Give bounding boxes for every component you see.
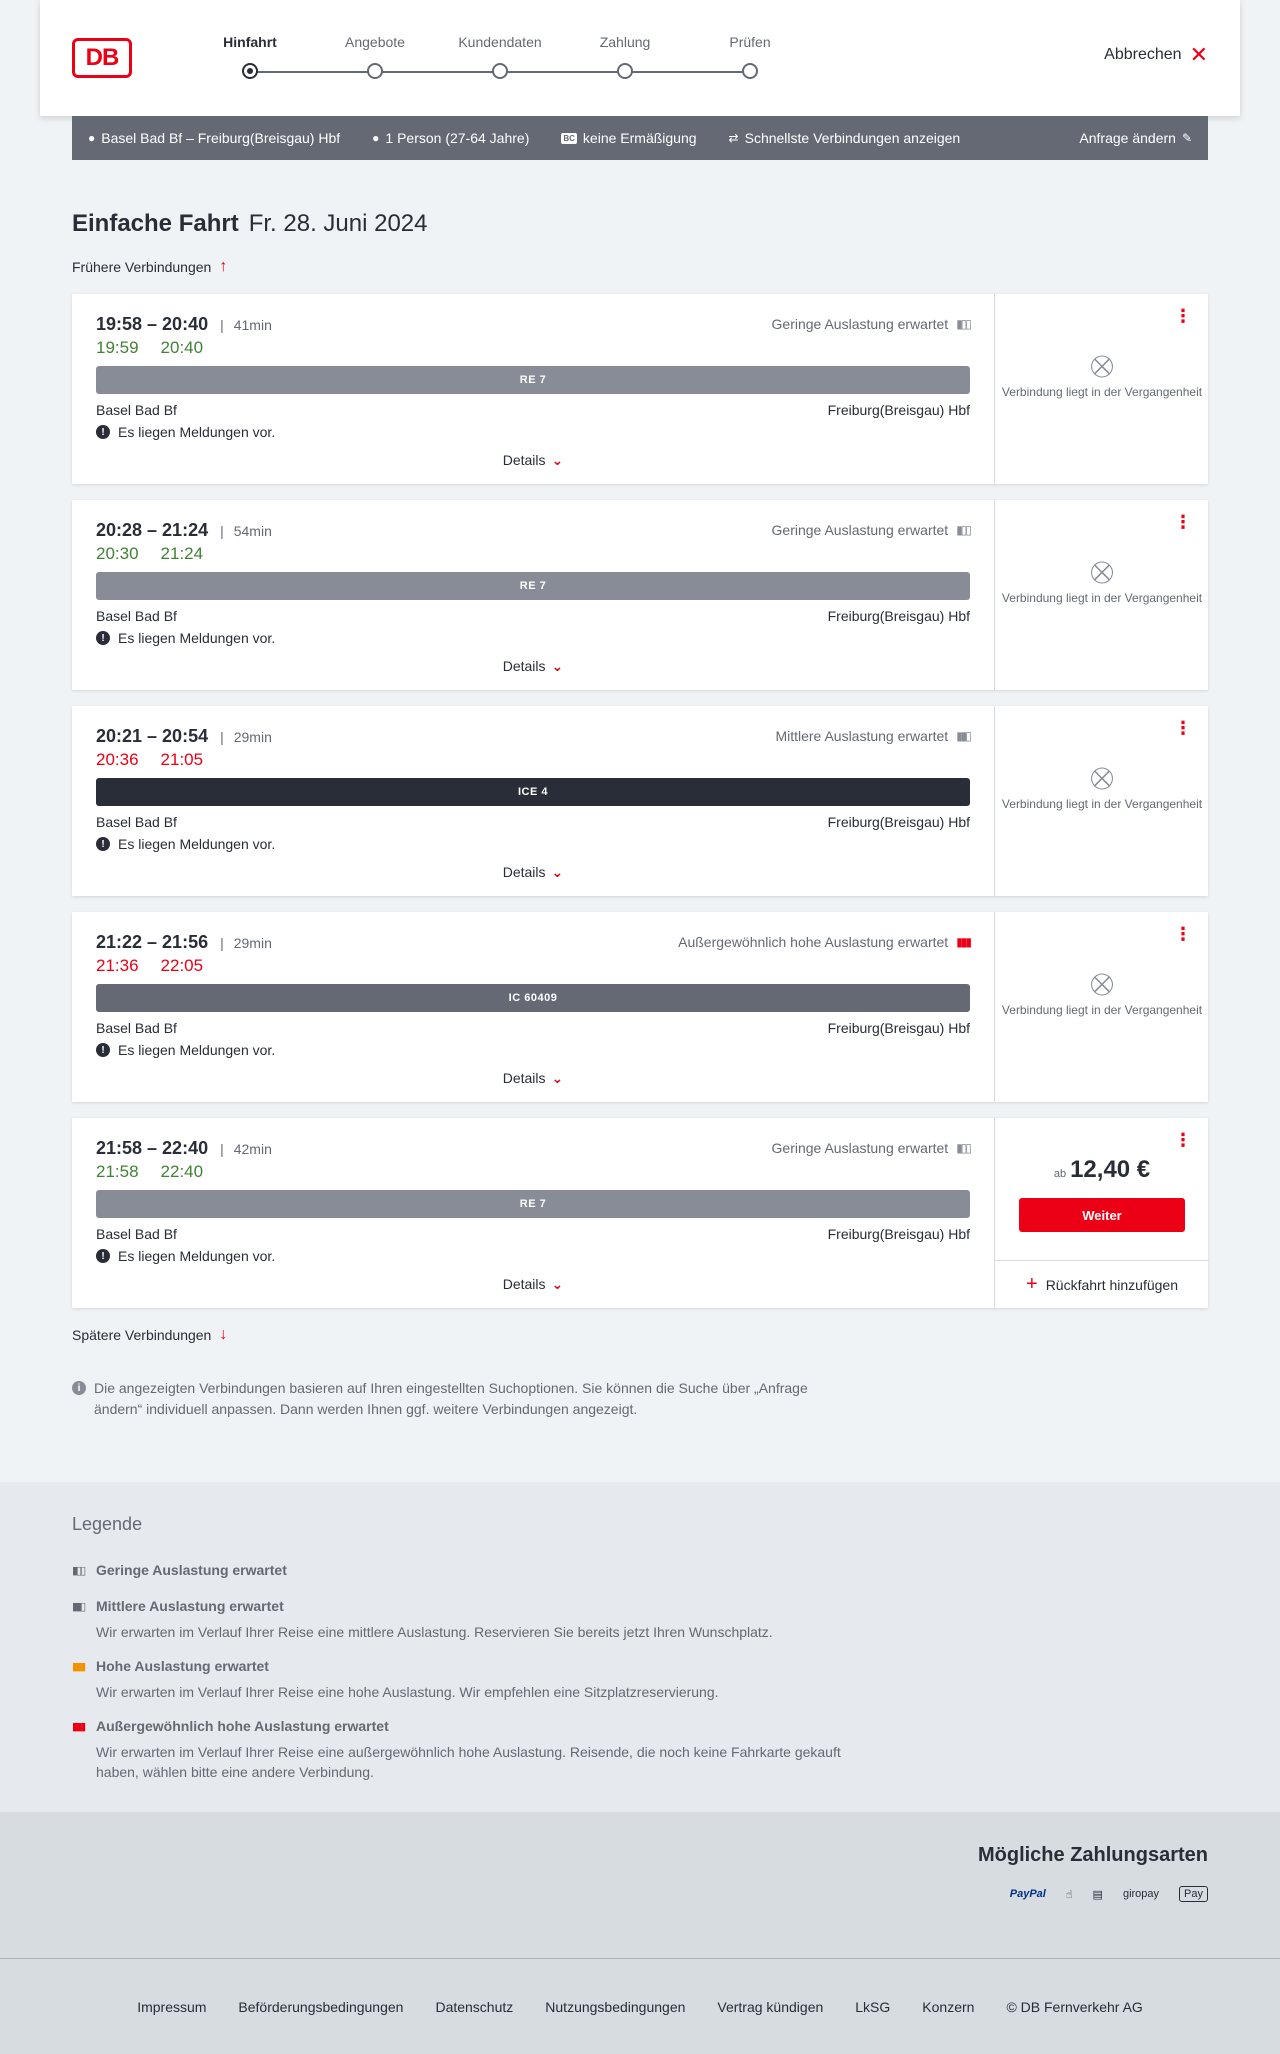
- duration: 54min: [233, 522, 272, 539]
- destination-station: Freiburg(Breisgau) Hbf: [827, 1226, 970, 1242]
- connection-main: [72, 500, 994, 690]
- duration: 42min: [233, 1140, 272, 1157]
- footer: [0, 1958, 1280, 2054]
- realtime-departure: 21:58: [96, 1162, 139, 1181]
- connection-card[interactable]: [72, 1118, 1208, 1308]
- summary-fastest-text: Schnellste Verbindungen anzeigen: [744, 130, 961, 146]
- summary-persons: [372, 130, 529, 146]
- message-notice: [96, 836, 275, 852]
- stations: [96, 402, 970, 418]
- past-connection-text: Verbindung liegt in der Vergangenheit: [1001, 797, 1203, 811]
- summary-fastest: [729, 130, 961, 146]
- occupancy-low-icon: ▮▯▯: [956, 317, 970, 331]
- legend-item-extreme: [72, 1718, 872, 1782]
- connection-main: [72, 912, 994, 1102]
- more-options-icon[interactable]: ⋮: [1174, 1130, 1192, 1150]
- payment-methods-section: [0, 1812, 1280, 1958]
- realtime-departure: 20:30: [96, 544, 139, 563]
- trip-date: Fr. 28. Juni 2024: [248, 210, 428, 237]
- continue-button[interactable]: Weiter: [1019, 1198, 1185, 1232]
- past-connection-note: [995, 765, 1209, 812]
- occupancy-extreme-icon: ▮▮▮: [956, 935, 970, 949]
- paypal-icon: PayPal: [1009, 1888, 1046, 1900]
- person-icon: ●: [372, 131, 380, 145]
- payment-title: Mögliche Zahlungsarten: [977, 1844, 1208, 1866]
- destination-station: Freiburg(Breisgau) Hbf: [827, 814, 970, 830]
- footer-copyright: © DB Fernverkehr AG: [1006, 1998, 1143, 2015]
- occupancy-text: Außergewöhnlich hohe Auslastung erwartet: [678, 934, 949, 950]
- price: [995, 1156, 1209, 1184]
- add-return-trip-label: Rückfahrt hinzufügen: [1045, 1276, 1178, 1293]
- realtime-times: [96, 1162, 203, 1182]
- exclamation-icon: !: [96, 631, 110, 645]
- origin-station: Basel Bad Bf: [96, 402, 177, 418]
- legend-section: [0, 1482, 1280, 1812]
- load-medium-icon: ▮▮▯: [72, 1600, 85, 1613]
- footer-link-lksg[interactable]: LkSG: [855, 1998, 891, 2015]
- details-toggle[interactable]: [72, 452, 994, 469]
- arrow-down-icon: ↓: [219, 1326, 228, 1343]
- more-options-icon[interactable]: ⋮: [1174, 512, 1192, 532]
- cancel-button[interactable]: [1104, 42, 1208, 67]
- realtime-departure: 19:59: [96, 338, 139, 357]
- separator: |: [220, 316, 224, 333]
- page-title: [72, 210, 427, 238]
- chevron-down-icon: ⌄: [551, 658, 564, 674]
- search-summary-bar: [72, 116, 1208, 160]
- more-options-icon[interactable]: ⋮: [1174, 306, 1192, 326]
- connection-card[interactable]: [72, 294, 1208, 484]
- legend-desc: Wir erwarten im Verlauf Ihrer Reise eine mittlere Auslastung. Reservieren Sie bereits jetzt Ihren Wunschplatz.: [96, 1624, 773, 1640]
- connection-main: [72, 294, 994, 484]
- location-pin-icon: ●: [88, 131, 96, 145]
- planned-times: [96, 726, 272, 747]
- contactless-icon: ☝︎: [1065, 1888, 1073, 1901]
- stations: [96, 1226, 970, 1242]
- message-notice: [96, 424, 275, 440]
- summary-discount: [561, 130, 696, 146]
- step-label: Zahlung: [599, 34, 651, 50]
- occupancy-text: Mittlere Auslastung erwartet: [775, 728, 949, 744]
- message-text: Es liegen Meldungen vor.: [118, 424, 276, 440]
- change-request-button[interactable]: [1079, 130, 1192, 146]
- message-notice: [96, 630, 275, 646]
- step-dot: [367, 63, 383, 79]
- step-pruefen: [700, 34, 800, 54]
- destination-station: Freiburg(Breisgau) Hbf: [827, 402, 970, 418]
- bahncard-icon: BC: [563, 133, 575, 143]
- connection-card[interactable]: [72, 500, 1208, 690]
- details-label: Details: [502, 658, 546, 674]
- message-text: Es liegen Meldungen vor.: [118, 630, 276, 646]
- apple-pay-icon: Pay: [1179, 1886, 1208, 1902]
- earlier-connections-label: Frühere Verbindungen: [72, 259, 212, 275]
- planned-times: [96, 520, 272, 541]
- step-angebote: [325, 34, 425, 54]
- realtime-arrival: 22:05: [160, 956, 204, 975]
- connection-offer: [994, 500, 1208, 690]
- planned-times: [96, 1138, 272, 1159]
- footer-link-konzern[interactable]: Konzern: [922, 1998, 975, 2015]
- destination-station: Freiburg(Breisgau) Hbf: [827, 608, 970, 624]
- chevron-down-icon: ⌄: [551, 1276, 564, 1292]
- separator: |: [220, 522, 224, 539]
- step-label: Prüfen: [729, 34, 771, 50]
- later-connections-link[interactable]: [72, 1326, 227, 1344]
- footer-link-nutzungsbedingungen[interactable]: Nutzungsbedingungen: [545, 1998, 686, 2015]
- train-bar[interactable]: ICE 4: [96, 778, 970, 806]
- chevron-down-icon: ⌄: [551, 452, 564, 468]
- realtime-departure: 20:36: [96, 750, 139, 769]
- duration: 41min: [233, 316, 272, 333]
- details-label: Details: [502, 452, 546, 468]
- connection-offer: [994, 912, 1208, 1102]
- legend-item-medium: [72, 1598, 872, 1642]
- destination-station: Freiburg(Breisgau) Hbf: [827, 1020, 970, 1036]
- message-text: Es liegen Meldungen vor.: [118, 1248, 276, 1264]
- legend-title: Legende: [72, 1514, 143, 1534]
- planned-time-range: 21:22 – 21:56: [96, 932, 209, 952]
- step-hinfahrt: [200, 34, 300, 54]
- sepa-icon: ▤: [1092, 1888, 1103, 1901]
- swap-arrows-icon: ⇄: [728, 131, 739, 145]
- load-extreme-icon: ▮▮▮: [72, 1720, 85, 1733]
- realtime-times: [96, 750, 203, 770]
- progress-steps: [210, 34, 771, 84]
- past-connection-note: [995, 353, 1209, 400]
- price-value: 12,40 €: [1070, 1156, 1151, 1183]
- more-options-icon[interactable]: ⋮: [1174, 718, 1192, 738]
- realtime-times: [96, 956, 203, 976]
- connection-main: [72, 706, 994, 896]
- change-request-label: Anfrage ändern: [1079, 130, 1176, 146]
- cart-unavailable-icon: ⛒: [1090, 559, 1114, 584]
- legend-label: Geringe Auslastung erwartet: [96, 1562, 287, 1578]
- legend-label: Außergewöhnlich hohe Auslastung erwartet: [96, 1718, 389, 1734]
- exclamation-icon: !: [96, 1249, 110, 1263]
- realtime-arrival: 20:40: [160, 338, 204, 357]
- occupancy-info: [772, 522, 970, 538]
- train-bar[interactable]: RE 7: [96, 366, 970, 394]
- header: [40, 0, 1240, 116]
- duration: 29min: [233, 934, 272, 951]
- search-info-note: [72, 1378, 852, 1420]
- occupancy-info: [772, 316, 970, 332]
- summary-persons-text: 1 Person (27-64 Jahre): [385, 130, 530, 146]
- stations: [96, 814, 970, 830]
- legend-desc: Wir erwarten im Verlauf Ihrer Reise eine außergewöhnlich hohe Auslastung. Reisende, die noch keine Fahrkarte gekauft haben, wählen bitte eine andere Verbindung.: [96, 1744, 841, 1780]
- pencil-icon: ✎: [1181, 131, 1192, 145]
- load-high-icon: ▮▮▮: [72, 1660, 85, 1673]
- exclamation-icon: !: [96, 425, 110, 439]
- step-label: Hinfahrt: [223, 34, 277, 50]
- past-connection-note: [995, 559, 1209, 606]
- plus-icon: +: [1026, 1273, 1038, 1295]
- summary-route-text: Basel Bad Bf – Freiburg(Breisgau) Hbf: [101, 130, 341, 146]
- past-connection-text: Verbindung liegt in der Vergangenheit: [1001, 385, 1203, 399]
- giropay-icon: giropay: [1122, 1888, 1160, 1900]
- planned-times: [96, 314, 272, 335]
- connection-offer: [994, 706, 1208, 896]
- stations: [96, 608, 970, 624]
- realtime-times: [96, 544, 203, 564]
- separator: |: [220, 728, 224, 745]
- origin-station: Basel Bad Bf: [96, 814, 177, 830]
- connection-offer: [994, 294, 1208, 484]
- connection-offer: [994, 1118, 1208, 1308]
- payment-icons: [1010, 1886, 1208, 1902]
- occupancy-info: [772, 1140, 970, 1156]
- step-dot: [617, 63, 633, 79]
- details-toggle[interactable]: [72, 658, 994, 675]
- step-kundendaten: [450, 34, 550, 54]
- step-label: Angebote: [345, 34, 405, 50]
- separator: |: [220, 934, 224, 951]
- legend-desc: Wir erwarten im Verlauf Ihrer Reise eine hohe Auslastung. Wir empfehlen eine Sitzplatzreservierung.: [96, 1684, 719, 1700]
- message-notice: [96, 1248, 275, 1264]
- occupancy-info: [678, 934, 970, 950]
- chevron-down-icon: ⌄: [551, 1070, 564, 1086]
- later-connections-label: Spätere Verbindungen: [72, 1327, 212, 1343]
- footer-link-impressum[interactable]: Impressum: [137, 1998, 207, 2015]
- connection-card[interactable]: [72, 706, 1208, 896]
- past-connection-text: Verbindung liegt in der Vergangenheit: [1001, 1003, 1203, 1017]
- step-dot-active: [242, 63, 258, 79]
- occupancy-text: Geringe Auslastung erwartet: [771, 1140, 949, 1156]
- separator: |: [220, 1140, 224, 1157]
- legend-item-low: [72, 1562, 872, 1578]
- close-icon: ✕: [1189, 42, 1208, 67]
- occupancy-text: Geringe Auslastung erwartet: [771, 316, 949, 332]
- info-icon: i: [72, 1381, 86, 1395]
- summary-discount-text: keine Ermäßigung: [582, 130, 697, 146]
- train-bar[interactable]: RE 7: [96, 572, 970, 600]
- earlier-connections-link[interactable]: [72, 258, 227, 276]
- planned-time-range: 21:58 – 22:40: [96, 1138, 209, 1158]
- occupancy-text: Geringe Auslastung erwartet: [771, 522, 949, 538]
- past-connection-text: Verbindung liegt in der Vergangenheit: [1001, 591, 1203, 605]
- duration: 29min: [233, 728, 272, 745]
- message-text: Es liegen Meldungen vor.: [118, 836, 276, 852]
- occupancy-low-icon: ▮▯▯: [956, 523, 970, 537]
- step-dot: [742, 63, 758, 79]
- planned-time-range: 19:58 – 20:40: [96, 314, 209, 334]
- realtime-arrival: 22:40: [160, 1162, 204, 1181]
- step-dot: [492, 63, 508, 79]
- occupancy-info: [775, 728, 970, 744]
- connection-card[interactable]: [72, 912, 1208, 1102]
- details-toggle[interactable]: [72, 1070, 994, 1087]
- planned-time-range: 20:28 – 21:24: [96, 520, 209, 540]
- realtime-arrival: 21:05: [160, 750, 204, 769]
- details-label: Details: [502, 1070, 546, 1086]
- message-notice: [96, 1042, 275, 1058]
- details-label: Details: [502, 864, 546, 880]
- cart-unavailable-icon: ⛒: [1090, 353, 1114, 378]
- exclamation-icon: !: [96, 837, 110, 851]
- add-return-trip-button[interactable]: [995, 1260, 1209, 1308]
- footer-link-befoerderungsbedingungen[interactable]: Beförderungsbedingungen: [238, 1998, 404, 2015]
- db-logo[interactable]: DB: [72, 38, 132, 78]
- info-text: Die angezeigten Verbindungen basieren auf Ihren eingestellten Suchoptionen. Sie können die Suche über „Anfrage ändern“ individuell anpassen. Dann werden Ihnen ggf. weitere Verbindungen angezeigt.: [94, 1380, 808, 1417]
- arrow-up-icon: ↑: [219, 258, 228, 275]
- trip-type: Einfache Fahrt: [72, 210, 239, 237]
- details-toggle[interactable]: [72, 864, 994, 881]
- cancel-label: Abbrechen: [1104, 46, 1182, 63]
- details-toggle[interactable]: [72, 1276, 994, 1293]
- planned-time-range: 20:21 – 20:54: [96, 726, 209, 746]
- occupancy-low-icon: ▮▯▯: [956, 1141, 970, 1155]
- origin-station: Basel Bad Bf: [96, 608, 177, 624]
- realtime-times: [96, 338, 203, 358]
- step-zahlung: [575, 34, 675, 54]
- cart-unavailable-icon: ⛒: [1090, 971, 1114, 996]
- realtime-departure: 21:36: [96, 956, 139, 975]
- cart-unavailable-icon: ⛒: [1090, 765, 1114, 790]
- connection-main: [72, 1118, 994, 1308]
- past-connection-note: [995, 971, 1209, 1018]
- message-text: Es liegen Meldungen vor.: [118, 1042, 276, 1058]
- train-bar[interactable]: IC 60409: [96, 984, 970, 1012]
- chevron-down-icon: ⌄: [551, 864, 564, 880]
- planned-times: [96, 932, 272, 953]
- step-label: Kundendaten: [458, 34, 542, 50]
- more-options-icon[interactable]: ⋮: [1174, 924, 1192, 944]
- legend-label: Hohe Auslastung erwartet: [96, 1658, 269, 1674]
- load-low-icon: ▮▯▯: [72, 1564, 85, 1577]
- occupancy-medium-icon: ▮▮▯: [956, 729, 970, 743]
- stations: [96, 1020, 970, 1036]
- price-prefix: ab: [1053, 1168, 1067, 1180]
- summary-route: [88, 130, 340, 146]
- exclamation-icon: !: [96, 1043, 110, 1057]
- realtime-arrival: 21:24: [160, 544, 204, 563]
- footer-link-datenschutz[interactable]: Datenschutz: [435, 1998, 514, 2015]
- details-label: Details: [502, 1276, 546, 1292]
- origin-station: Basel Bad Bf: [96, 1226, 177, 1242]
- origin-station: Basel Bad Bf: [96, 1020, 177, 1036]
- footer-link-vertrag-kuendigen[interactable]: Vertrag kündigen: [717, 1998, 824, 2015]
- legend-label: Mittlere Auslastung erwartet: [96, 1598, 284, 1614]
- train-bar[interactable]: RE 7: [96, 1190, 970, 1218]
- legend-item-high: [72, 1658, 872, 1702]
